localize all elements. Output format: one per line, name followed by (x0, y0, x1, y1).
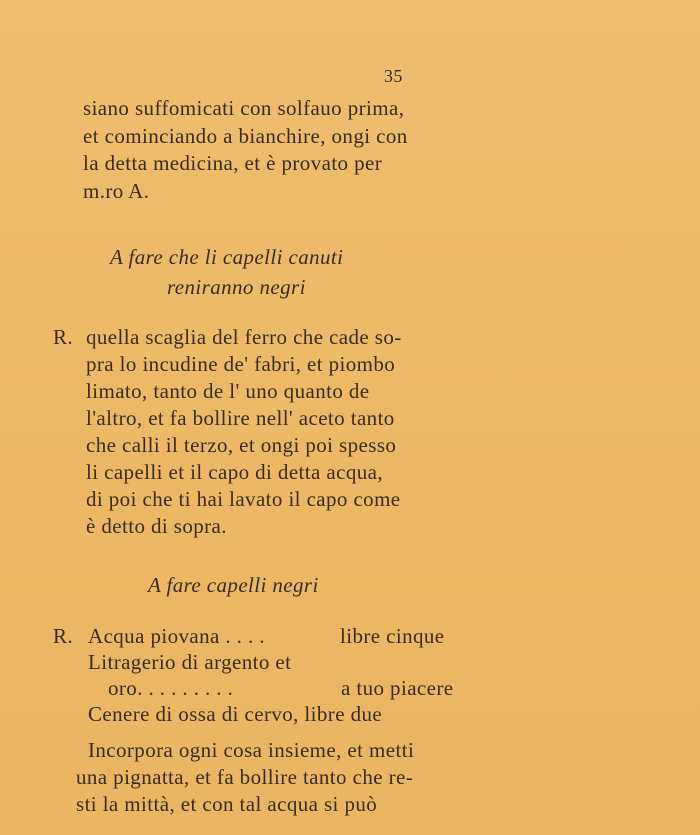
ingredient-amount: a tuo piacere (341, 676, 454, 700)
section-heading: A fare che li capelli canuti (110, 245, 344, 269)
recipe-marker: R. (53, 624, 74, 648)
ingredient-amount: libre cinque (340, 624, 445, 648)
ingredient-name: Acqua piovana . . . . (88, 624, 265, 648)
ingredient-name: Litragerio di argento et (88, 650, 292, 674)
text-line: quella scaglia del ferro che cade so- (86, 325, 402, 349)
text-line: è detto di sopra. (86, 514, 227, 538)
text-line: Incorpora ogni cosa insieme, et metti (88, 738, 415, 762)
text-line: di poi che ti hai lavato il capo come (86, 487, 401, 511)
text-line: pra lo incudine de' fabri, et piombo (86, 352, 396, 376)
ingredient-name: oro. . . . . . . . . (108, 676, 234, 700)
section-heading: reniranno negri (167, 275, 306, 299)
text-line: una pignatta, et fa bollire tanto che re- (76, 765, 414, 789)
text-line: l'altro, et fa bollire nell' aceto tanto (86, 406, 395, 430)
section-heading: A fare capelli negri (148, 573, 319, 597)
text-line: siano suffomicati con solfauo prima, (83, 96, 405, 120)
text-line: limato, tanto de l' uno quanto de (86, 379, 370, 403)
page-number: 35 (384, 66, 403, 86)
text-line: et cominciando a bianchire, ongi con (83, 124, 408, 148)
text-line: la detta medicina, et è provato per (83, 151, 383, 175)
recipe-marker: R. (53, 325, 74, 349)
text-line: che calli il terzo, et ongi poi spesso (86, 433, 397, 457)
text-line: sti la mittà, et con tal acqua si può (76, 792, 378, 816)
text-line: m.ro A. (83, 179, 150, 203)
ingredient-name: Cenere di ossa di cervo, libre due (88, 702, 383, 726)
text-line: li capelli et il capo di detta acqua, (86, 460, 384, 484)
